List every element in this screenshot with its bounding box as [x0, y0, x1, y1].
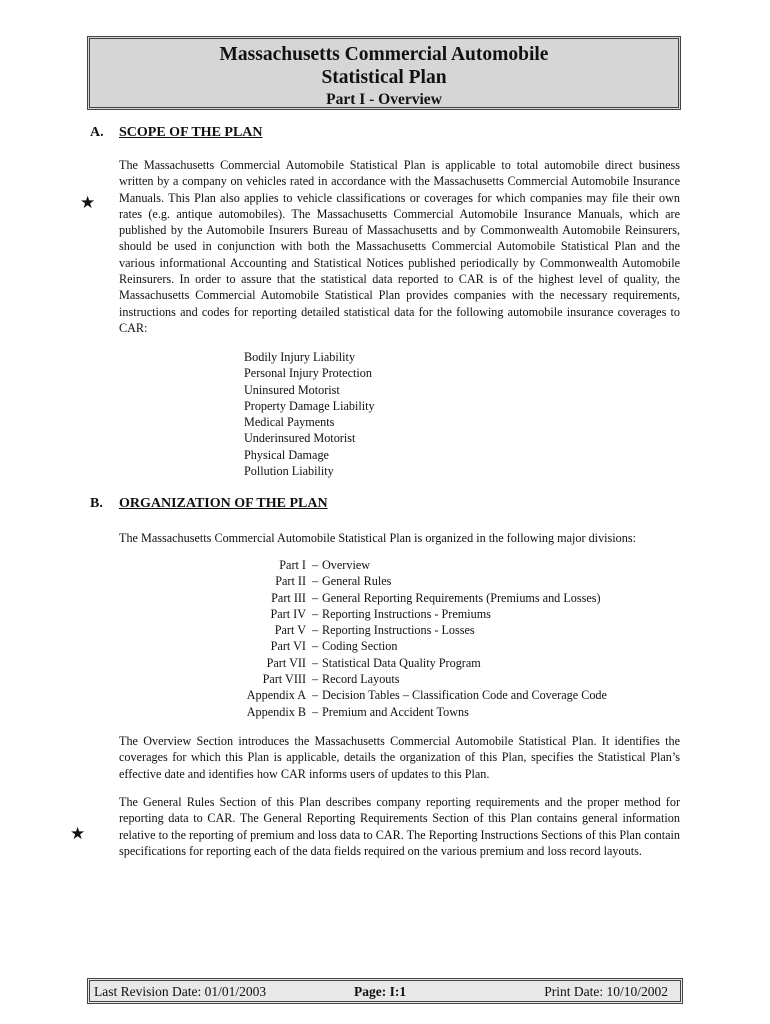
- list-item: Medical Payments: [244, 415, 335, 430]
- division-dash: –: [311, 655, 319, 670]
- table-row: [224, 590, 607, 606]
- last-revision-date: Last Revision Date: 01/01/2003: [94, 984, 267, 999]
- section-b-letter: B.: [90, 496, 103, 511]
- header-title-line2: Statistical Plan: [321, 67, 447, 88]
- division-desc: General Rules: [322, 574, 392, 589]
- section-a-paragraph: The Massachusetts Commercial Automobile Statistical Plan is applicable to total automobile direct business written by a company on vehicles rated in accordance with the Massachusetts Commercial Automobile Insurance Manuals. This Plan also applies to vehicle classifications or coverages for which companies may file their own rates (e.g. antique automobiles). The Massachusetts Commercial Automobile Insurance Manuals, which are published by the Automobile Insurers Bureau of Massachusetts and by Commonwealth Automobile Reinsurers, should be used in conjunction with both the Massachusetts Commercial Automobile Statistical Plan and the various informational Accounting and Statistical Notices published periodically by Commonwealth Automobile Reinsurers. In order to assure that the statistical data reported to CAR is of the highest level of quality, the Massachusetts Commercial Automobile Statistical Plan provides companies with the necessary requirements, instructions and codes for reporting detailed statistical data for the following automobile insurance coverages to CAR:: [119, 158, 680, 335]
- section-b-title: ORGANIZATION OF THE PLAN: [119, 496, 328, 511]
- table-row: [224, 638, 607, 654]
- division-dash: –: [311, 558, 319, 572]
- division-dash: –: [311, 639, 319, 654]
- division-part: Part III: [271, 590, 306, 605]
- revision-star-icon: ★: [70, 824, 86, 843]
- division-part: Part VII: [266, 655, 306, 670]
- table-row: [224, 687, 607, 703]
- section-a-letter: A.: [90, 125, 104, 140]
- page-footer: [87, 978, 683, 1004]
- division-desc: Premium and Accident Towns: [322, 704, 469, 719]
- table-row: [224, 622, 607, 638]
- list-item: Property Damage Liability: [244, 398, 375, 413]
- divisions-table: [224, 557, 607, 720]
- division-dash: –: [311, 688, 319, 703]
- division-desc: Reporting Instructions - Premiums: [322, 606, 491, 621]
- division-desc: Overview: [322, 558, 371, 572]
- division-dash: –: [311, 704, 319, 719]
- print-date: Print Date: 10/10/2002: [544, 984, 668, 999]
- division-dash: –: [311, 672, 319, 687]
- table-row: [224, 671, 607, 687]
- list-item: Personal Injury Protection: [244, 366, 372, 381]
- division-desc: Decision Tables – Classification Code and Coverage Code: [322, 688, 607, 703]
- list-item: Physical Damage: [244, 447, 329, 462]
- table-row: [224, 557, 607, 573]
- coverage-list: [244, 349, 375, 479]
- division-desc: Record Layouts: [322, 672, 400, 687]
- division-dash: –: [311, 574, 319, 589]
- division-desc: General Reporting Requirements (Premiums and Losses): [322, 590, 601, 605]
- list-item: Underinsured Motorist: [244, 431, 356, 446]
- page-number: Page: I:1: [354, 984, 407, 999]
- division-dash: –: [311, 590, 319, 605]
- section-b-overview-paragraph: The Overview Section introduces the Massachusetts Commercial Automobile Statistical Plan. It identifies the coverages for which this Plan is applicable, details the organization of this Plan, specifies the Statistical Plan’s effective date and identifies how CAR informs users of updates to this Plan.: [119, 734, 680, 781]
- list-item: Pollution Liability: [244, 464, 334, 479]
- revision-star-icon: ★: [80, 193, 96, 212]
- table-row: [224, 606, 607, 622]
- table-row: [224, 655, 607, 671]
- division-desc: Coding Section: [322, 639, 398, 654]
- division-dash: –: [311, 623, 319, 638]
- document-header: [87, 36, 681, 110]
- division-part: Part VI: [270, 639, 306, 654]
- division-part: Appendix B: [246, 704, 306, 719]
- division-part: Appendix A: [246, 688, 306, 703]
- section-a-title: SCOPE OF THE PLAN: [119, 125, 263, 140]
- division-dash: –: [311, 606, 319, 621]
- section-b-intro: The Massachusetts Commercial Automobile Statistical Plan is organized in the following major divisions:: [119, 531, 636, 545]
- division-part: Part V: [274, 623, 306, 638]
- section-b-general-rules-paragraph: The General Rules Section of this Plan describes company reporting requirements and the proper method for reporting data to CAR. The General Reporting Requirements Section of this Plan contains general information relative to the reporting of premium and loss data to CAR. The Reporting Instructions Sections of this Plan contain specifications for reporting each of the data fields required on the various premium and loss record layouts.: [119, 795, 680, 858]
- division-part: Part VIII: [262, 672, 306, 687]
- list-item: Uninsured Motorist: [244, 382, 340, 397]
- table-row: [224, 573, 607, 589]
- division-part: Part IV: [270, 606, 306, 621]
- division-part: Part I: [279, 558, 306, 572]
- division-desc: Statistical Data Quality Program: [322, 655, 481, 670]
- header-subtitle: Part I - Overview: [326, 91, 442, 108]
- table-row: [224, 704, 607, 720]
- division-desc: Reporting Instructions - Losses: [322, 623, 475, 638]
- division-part: Part II: [275, 574, 306, 589]
- list-item: Bodily Injury Liability: [244, 350, 356, 364]
- header-title-line1: Massachusetts Commercial Automobile: [219, 44, 549, 65]
